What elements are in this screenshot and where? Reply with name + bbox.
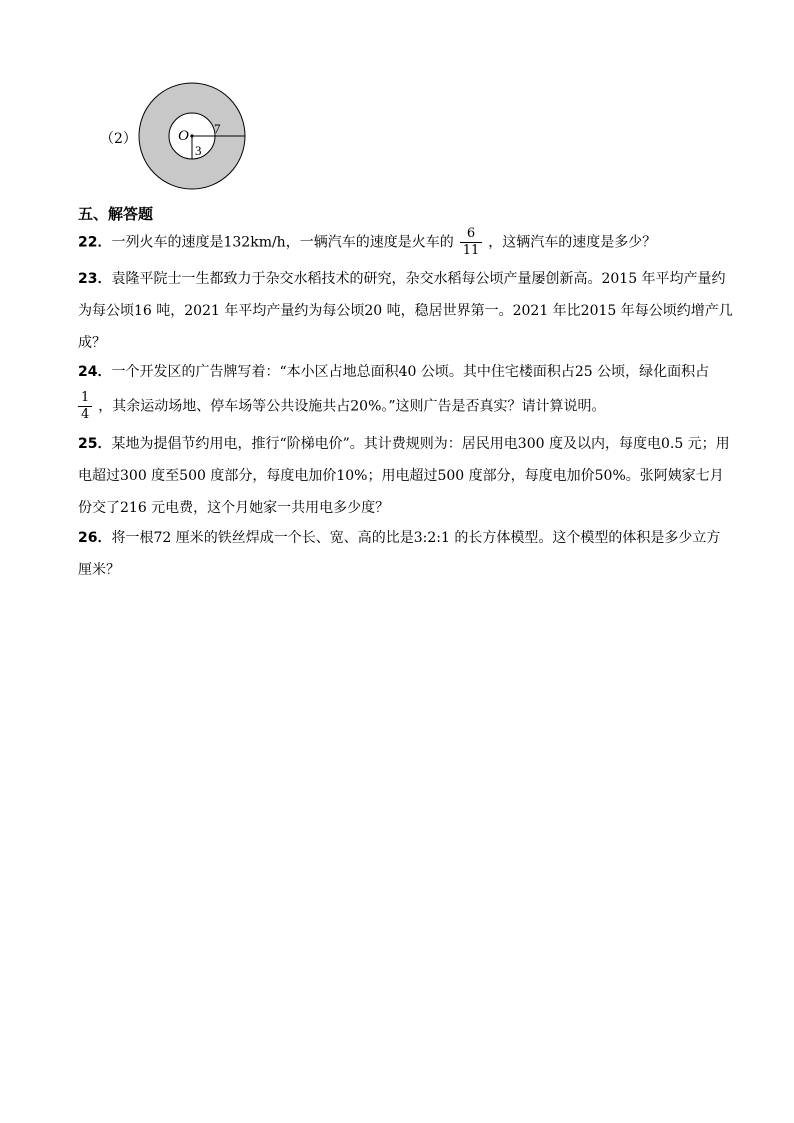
section-title: 五、解答题 <box>78 205 154 223</box>
inner-radius-label: 3 <box>195 143 202 158</box>
question-25 <box>78 428 754 524</box>
question-23-line-1 <box>78 263 754 295</box>
question-text: 将一根72 厘米的铁丝焊成一个长、宽、高的比是3:2:1 的长方体模型。这个模型的体积是多少立方 <box>111 530 721 546</box>
annulus-diagram <box>138 80 250 192</box>
center-dot <box>190 134 193 137</box>
question-26 <box>78 522 754 586</box>
question-text: 一列火车的速度是132km/h，一辆汽车的速度是火车的 <box>111 234 454 251</box>
question-number: 22． <box>78 234 112 251</box>
question-22-line <box>78 226 754 259</box>
question-26-line-1 <box>78 522 754 554</box>
question-25-line-2: 电超过300 度至500 度部分，每度电加价10%；用电超过500 度部分，每度电加价50%。张阿姨家七月 <box>78 468 724 484</box>
outer-radius-label: 7 <box>214 121 221 136</box>
question-text: ，这辆汽车的速度是多少？ <box>488 234 657 251</box>
question-24 <box>78 356 754 423</box>
question-number: 25． <box>78 436 112 452</box>
fraction-denominator: 4 <box>81 407 90 422</box>
fraction-numerator: 1 <box>78 390 92 407</box>
question-text: 袁隆平院士一生都致力于杂交水稻技术的研究，杂交水稻每公顷产量屡创新高。2015 年平均产量约 <box>111 271 726 287</box>
question-text: ，其余运动场地、停车场等公共设施共占20%。”这则广告是否真实？请计算说明。 <box>98 398 606 415</box>
fraction <box>78 390 92 423</box>
question-23 <box>78 263 754 359</box>
question-25-line-3: 份交了216 元电费，这个月她家一共用电多少度？ <box>78 500 390 516</box>
annulus-figure <box>100 80 260 200</box>
center-label: O <box>178 128 189 144</box>
question-23-line-3: 成？ <box>78 335 106 351</box>
question-24-line-2 <box>78 390 754 423</box>
question-number: 26． <box>78 530 112 546</box>
question-number: 24． <box>78 364 112 380</box>
question-25-line-1 <box>78 428 754 460</box>
question-number: 23． <box>78 271 112 287</box>
question-22 <box>78 226 754 259</box>
question-26-line-2: 厘米？ <box>78 562 120 578</box>
question-text: 一个开发区的广告牌写着：“本小区占地总面积40 公顷。其中住宅楼面积占25 公顷，绿化面积占 <box>111 364 710 380</box>
fraction <box>460 226 483 259</box>
fraction-numerator: 6 <box>460 226 483 243</box>
fraction-denominator: 11 <box>462 243 480 258</box>
question-24-line-1 <box>78 356 754 388</box>
question-text: 某地为提倡节约用电，推行“阶梯电价”。其计费规则为：居民用电300 度及以内，每度电0.5 元；用 <box>111 436 730 452</box>
figure-label: （2） <box>100 131 137 147</box>
question-23-line-2: 为每公顷16 吨，2021 年平均产量约为每公顷20 吨，稳居世界第一。2021 年比2015 年每公顷约增产几 <box>78 303 733 319</box>
